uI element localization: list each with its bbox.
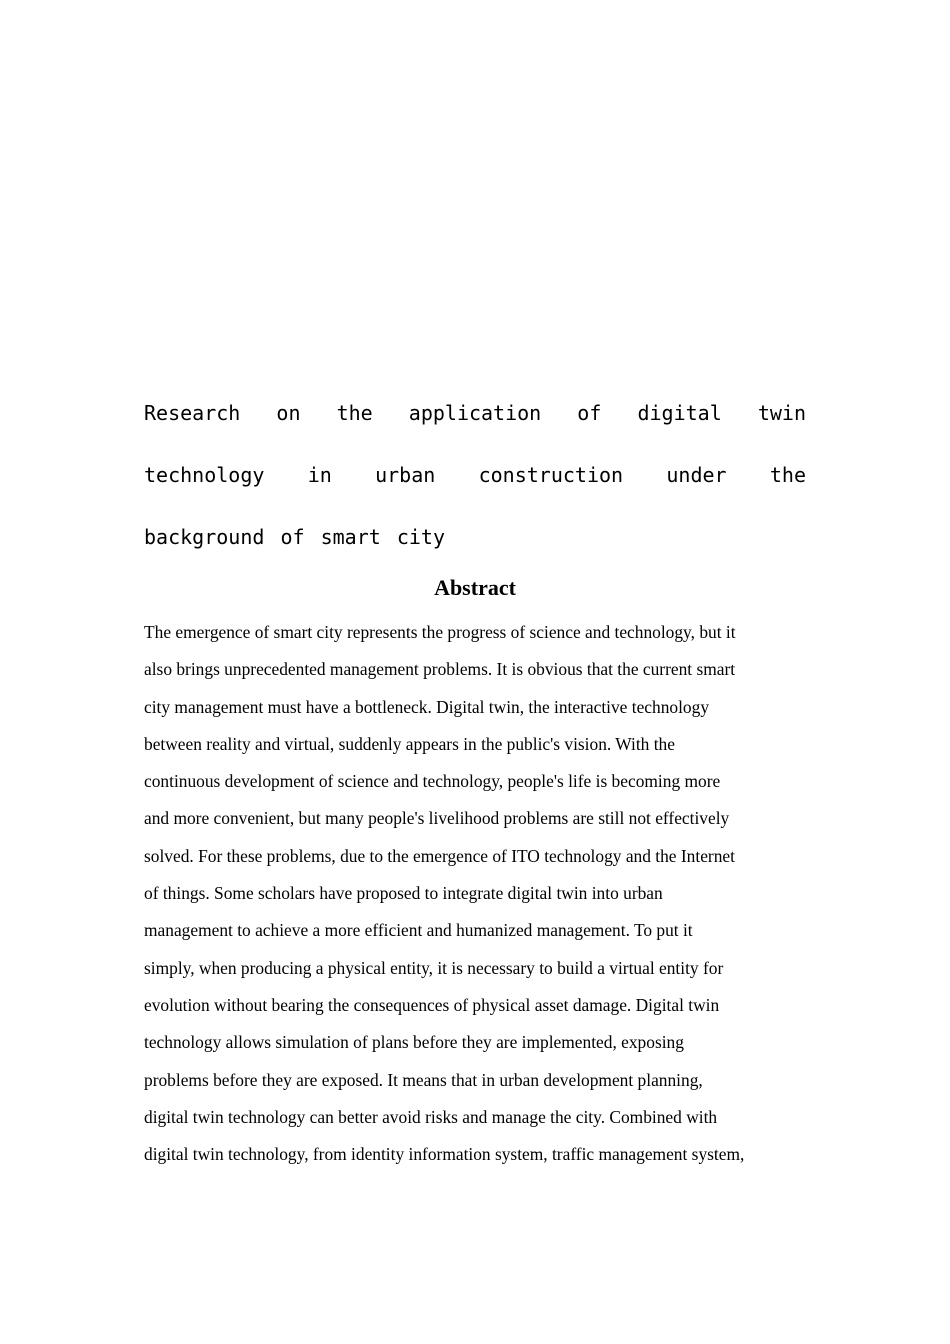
abstract-line: of things. Some scholars have proposed to integrate digital twin into urban — [144, 883, 663, 904]
abstract-line: management to achieve a more efficient and humanized management. To put it — [144, 920, 693, 941]
abstract-line: evolution without bearing the consequences of physical asset damage. Digital twin — [144, 994, 720, 1015]
abstract-heading: Abstract — [434, 575, 516, 600]
abstract-line: The emergence of smart city represents the progress of science and technology, but it — [144, 622, 736, 642]
abstract-line: digital twin technology, from identity information system, traffic management system, — [144, 1144, 745, 1165]
abstract-line: problems before they are exposed. It means that in urban development planning, — [144, 1069, 703, 1090]
abstract-line: also brings unprecedented management problems. It is obvious that the current smart — [144, 659, 736, 680]
abstract-line: continuous development of science and technology, people's life is becoming more — [144, 771, 721, 792]
abstract-line: solved. For these problems, due to the emergence of ITO technology and the Internet — [144, 845, 735, 866]
abstract-line: city management must have a bottleneck. Digital twin, the interactive technology — [144, 696, 710, 717]
abstract-line: simply, when producing a physical entity, it is necessary to build a virtual entity for — [144, 957, 724, 978]
abstract-line: between reality and virtual, suddenly appears in the public's vision. With the — [144, 733, 675, 754]
paper-title: Research on the application of digital twin technology in urban construction under the background of smart city — [144, 401, 806, 549]
abstract-body — [144, 614, 814, 1173]
abstract-line: digital twin technology can better avoid risks and manage the city. Combined with — [144, 1106, 718, 1127]
abstract-line: and more convenient, but many people's livelihood problems are still not effectively — [144, 808, 730, 829]
abstract-line: technology allows simulation of plans before they are implemented, exposing — [144, 1032, 684, 1053]
